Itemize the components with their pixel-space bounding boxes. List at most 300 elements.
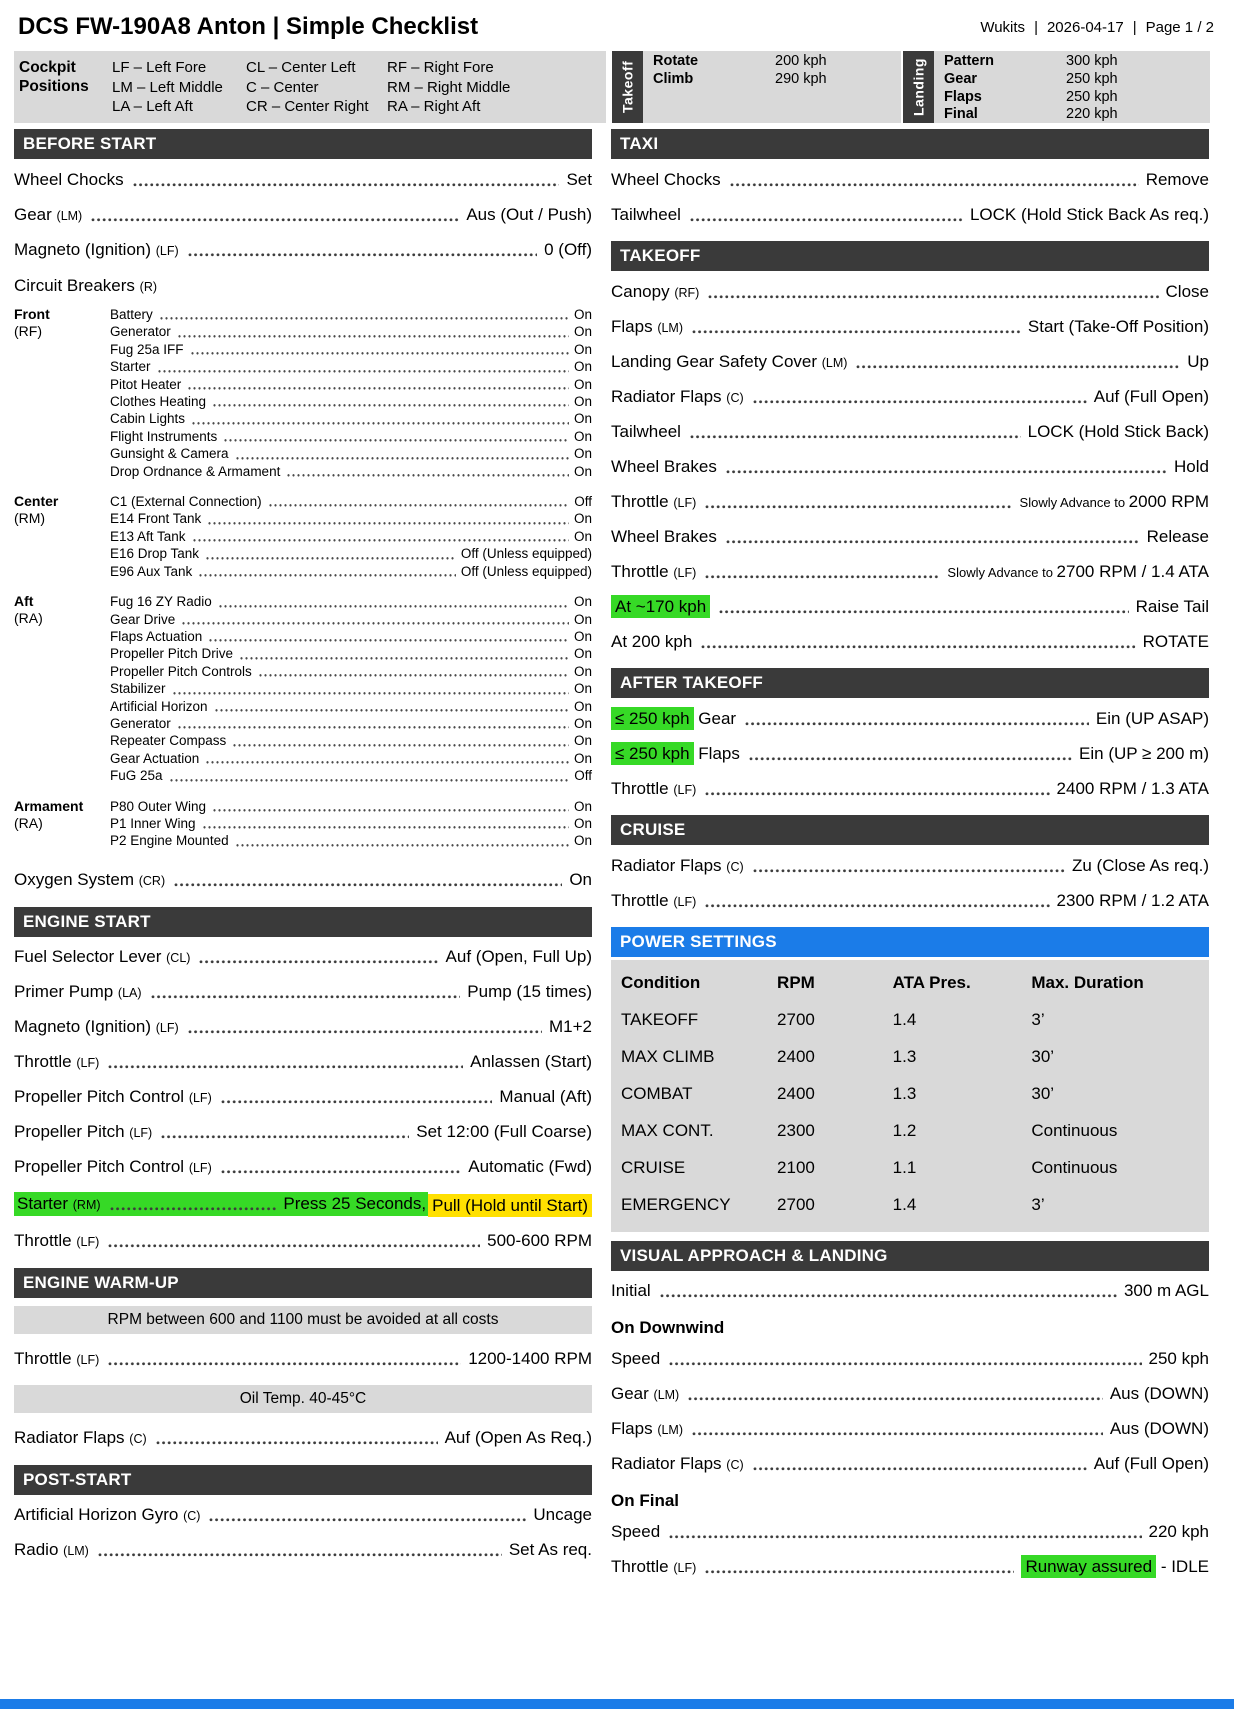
leader-dots <box>188 387 569 390</box>
group-item-label: C1 (External Connection) <box>110 494 262 510</box>
leader-dots <box>178 335 569 338</box>
group-item <box>110 358 592 375</box>
checklist-row <box>611 414 1209 449</box>
leader-dots <box>749 757 1072 761</box>
section-title: POWER SETTINGS <box>620 932 777 951</box>
row-value: Uncage <box>533 1505 592 1525</box>
leader-dots <box>173 692 569 695</box>
leader-dots <box>182 622 569 625</box>
leader-dots <box>209 639 569 642</box>
row-position-tag: (C) <box>183 1509 201 1524</box>
leader-dots <box>191 352 569 355</box>
leader-dots <box>669 1362 1141 1366</box>
table-cell: 2100 <box>777 1158 815 1177</box>
group-item-label: Drop Ordnance & Armament <box>110 463 281 479</box>
row-value-wrap <box>416 1122 592 1142</box>
group-item-value: On <box>573 446 592 462</box>
row-label: Speed <box>611 1349 661 1368</box>
table-row <box>621 1113 1199 1150</box>
row-label: Flaps <box>611 316 653 336</box>
group-item-label: Gear Actuation <box>110 750 200 766</box>
group-item-value: On <box>573 411 592 427</box>
leader-dots <box>236 844 569 847</box>
leader-dots <box>690 435 1021 439</box>
group-item-value: Off <box>574 494 592 510</box>
row-value-highlight: Runway assured <box>1021 1555 1156 1578</box>
row-label-wrap <box>17 1194 101 1214</box>
group-item <box>110 545 592 562</box>
group-item-label: E96 Aux Tank <box>110 563 193 579</box>
speed-label: Gear <box>944 70 978 87</box>
row-position-tag: (CR) <box>138 874 166 889</box>
row-label: Wheel Chocks <box>611 169 721 189</box>
legend-entry: LF – Left Fore <box>112 59 207 76</box>
row-label: Speed <box>611 1522 661 1541</box>
subheading: On Final <box>611 1490 679 1510</box>
row-position-tag: (C) <box>726 1458 744 1472</box>
row-label: Wheel Brakes <box>611 526 717 546</box>
group-item <box>110 680 592 697</box>
group-item <box>110 663 592 680</box>
group-item-label: Starter <box>110 359 151 375</box>
leader-dots <box>719 610 1128 614</box>
row-value: 2300 RPM / 1.2 ATA <box>1056 890 1209 910</box>
row-value: 220 kph <box>1148 1522 1209 1541</box>
footer-accent-bar <box>0 1699 1234 1709</box>
table-cell: 2700 <box>777 1010 815 1029</box>
group-item-label: Artificial Horizon <box>110 698 208 714</box>
table-cell: TAKEOFF <box>621 1010 699 1029</box>
checklist-row <box>14 940 592 975</box>
leader-dots <box>110 1207 277 1211</box>
leader-dots <box>705 792 1049 796</box>
row-label-wrap <box>611 282 699 302</box>
row-value-wrap <box>1136 597 1209 617</box>
legend-column <box>246 58 381 123</box>
leader-dots <box>206 557 456 560</box>
row-label-wrap <box>611 457 717 477</box>
group-item-label: Generator <box>110 324 171 340</box>
speed-row <box>653 53 901 71</box>
checklist-row <box>611 1412 1209 1447</box>
row-label-wrap <box>14 1157 212 1177</box>
row-position-tag: (LM) <box>657 1423 684 1437</box>
row-value: Ein (UP ASAP) <box>1095 708 1209 728</box>
speed-card-tab: Landing <box>903 51 934 123</box>
speed-row <box>944 106 1210 124</box>
row-label-wrap <box>611 527 717 547</box>
row-value-wrap <box>1028 317 1209 337</box>
leader-dots <box>660 1294 1117 1298</box>
group-side-position: (RA) <box>14 610 43 627</box>
table-cell: 2300 <box>777 1121 815 1140</box>
row-position-tag: (LM) <box>653 1388 680 1402</box>
section-title: BEFORE START <box>23 134 157 153</box>
row-mid-text: Press 25 Seconds, <box>283 1194 427 1214</box>
checklist-row <box>611 1550 1209 1585</box>
checklist-row <box>14 975 592 1010</box>
row-value: Automatic (Fwd) <box>468 1157 592 1177</box>
checklist-row <box>611 624 1209 659</box>
checklist-row <box>611 519 1209 554</box>
group-item-label: P80 Outer Wing <box>110 798 207 814</box>
row-label-wrap <box>14 1087 212 1107</box>
row-label-wrap <box>14 870 165 890</box>
row-label: Canopy <box>611 281 670 301</box>
page-meta <box>980 19 1214 36</box>
row-position-tag: (C) <box>726 390 744 405</box>
group-item-label: Fug 16 ZY Radio <box>110 594 212 610</box>
row-value: Close <box>1165 281 1209 301</box>
group-item-value: On <box>573 359 592 375</box>
row-position-tag: (LF) <box>76 1235 100 1250</box>
table-row <box>621 1002 1199 1039</box>
speed-row <box>653 71 901 89</box>
group-item-value: On <box>573 394 592 410</box>
table-cell: 1.2 <box>892 1121 917 1140</box>
speed-row <box>944 89 1210 107</box>
checklist-row <box>14 1150 592 1185</box>
row-value: Set <box>566 169 592 189</box>
group-item-value: On <box>573 463 592 479</box>
row-label: At ~170 kph <box>611 595 710 618</box>
row-label: Propeller Pitch Control <box>14 1087 185 1107</box>
group-item-value: Off <box>574 768 592 784</box>
group-item <box>110 341 592 358</box>
row-value-wrap <box>1057 891 1209 911</box>
top-reference-bar <box>14 51 1234 123</box>
breaker-group <box>14 593 592 784</box>
table-cell: MAX CLIMB <box>621 1047 715 1066</box>
group-item-value: On <box>573 715 592 731</box>
row-value-wrap <box>1149 1349 1210 1369</box>
group-item-value: On <box>573 528 592 544</box>
row-value: Raise Tail <box>1135 596 1209 616</box>
row-position-tag: (LF) <box>76 1056 100 1071</box>
group-item-label: Repeater Compass <box>110 733 227 749</box>
row-label: Throttle <box>611 491 669 511</box>
row-label-wrap <box>611 205 681 225</box>
leader-dots <box>259 674 569 677</box>
group-item-label: P2 Engine Mounted <box>110 833 229 849</box>
checklist-row <box>611 589 1209 624</box>
group-item <box>110 715 592 732</box>
group-items <box>110 306 592 480</box>
row-label: At 200 kph <box>611 631 693 651</box>
group-item-value: On <box>573 428 592 444</box>
row-value: Up <box>1187 351 1209 371</box>
left-column <box>14 129 592 1568</box>
row-value: Auf (Full Open) <box>1093 1454 1209 1473</box>
row-label: Radiator Flaps <box>14 1428 125 1448</box>
speed-label: Flaps <box>944 88 982 105</box>
leader-dots <box>133 183 560 187</box>
leader-dots <box>692 1432 1103 1436</box>
row-label: Oxygen System <box>14 870 134 890</box>
leader-dots <box>161 1135 409 1139</box>
group-item <box>110 463 592 480</box>
row-value: LOCK (Hold Stick Back) <box>1027 421 1209 441</box>
row-label: Throttle <box>611 1557 669 1576</box>
table-row <box>621 1076 1199 1113</box>
row-value-wrap <box>533 1505 592 1525</box>
row-value-wrap <box>446 947 592 967</box>
row-value-wrap <box>544 240 592 260</box>
leader-dots <box>203 826 569 829</box>
group-item <box>110 750 592 767</box>
legend-column <box>112 58 240 123</box>
group-item <box>110 732 592 749</box>
group-items <box>110 493 592 580</box>
meta-separator: | <box>1034 19 1038 36</box>
group-item <box>110 445 592 462</box>
row-value: M1+2 <box>549 1017 592 1037</box>
row-label: Wheel Chocks <box>14 169 124 189</box>
table-cell: 1.4 <box>892 1195 917 1214</box>
row-value: Auf (Open As Req.) <box>444 1428 592 1448</box>
row-value: Zu (Close As req.) <box>1072 855 1209 875</box>
leader-dots <box>269 504 570 507</box>
row-label-wrap <box>14 205 82 225</box>
row-label: Tailwheel <box>611 421 681 441</box>
checklist-row <box>611 344 1209 379</box>
group-item <box>110 815 592 832</box>
group-item <box>110 767 592 784</box>
breaker-group <box>14 306 592 480</box>
section-header <box>14 1465 592 1495</box>
row-label: Throttle <box>14 1052 72 1072</box>
row-value-wrap <box>468 1349 592 1369</box>
row-value-wrap <box>1110 1419 1209 1439</box>
row-value-wrap <box>1020 492 1209 512</box>
row-label-wrap <box>611 709 736 729</box>
row-label: Throttle <box>14 1349 72 1369</box>
row-value: ROTATE <box>1142 631 1209 651</box>
page-title: DCS FW-190A8 Anton | Simple Checklist <box>18 13 479 40</box>
row-highlight-group <box>14 1192 428 1216</box>
row-label: Starter <box>17 1194 69 1214</box>
row-value-wrap <box>428 1196 592 1216</box>
row-value-wrap <box>1096 709 1209 729</box>
checklist-row <box>611 379 1209 414</box>
speed-value: 250 kph <box>1066 88 1118 105</box>
leader-dots <box>215 709 569 712</box>
row-position-tag: (LA) <box>117 986 142 1001</box>
leader-dots <box>221 1100 493 1104</box>
row-position-tag: (LF) <box>188 1091 212 1106</box>
group-items <box>110 798 592 850</box>
row-position-tag: (RF) <box>674 285 700 300</box>
row-value: Remove <box>1145 169 1209 189</box>
table-header-cell: Condition <box>621 973 701 992</box>
group-item-label: Clothes Heating <box>110 394 207 410</box>
row-position-tag: (LF) <box>673 894 697 909</box>
row-value-wrap <box>445 1428 592 1448</box>
leader-dots <box>213 809 569 812</box>
row-value-wrap <box>1146 170 1209 190</box>
section-title: CRUISE <box>620 820 686 839</box>
checklist-row <box>14 1533 592 1568</box>
highlight-prefix: ≤ 250 kph <box>611 707 694 730</box>
checklist-row <box>611 1342 1209 1377</box>
row-value: Release <box>1146 526 1209 546</box>
legend-entry: RF – Right Fore <box>387 59 494 76</box>
speed-row <box>944 71 1210 89</box>
row-value: 1200-1400 RPM <box>468 1349 592 1369</box>
checklist-row <box>611 1515 1209 1550</box>
row-value: Aus (Out / Push) <box>466 204 592 224</box>
row-position-tag: (LM) <box>56 208 83 223</box>
checklist-row <box>611 1447 1209 1482</box>
row-value: Auf (Open, Full Up) <box>445 947 592 967</box>
checklist-row <box>611 1274 1209 1309</box>
row-label-wrap <box>14 240 179 260</box>
checklist-row <box>14 1342 592 1377</box>
row-label: Fuel Selector Lever <box>14 947 162 967</box>
row-position-tag: (CL) <box>166 951 191 966</box>
table-cell: COMBAT <box>621 1084 693 1103</box>
row-label-wrap <box>611 317 683 337</box>
row-label: Throttle <box>611 890 669 910</box>
speed-row <box>944 53 1210 71</box>
row-value-wrap <box>1149 1522 1210 1542</box>
legend-entry: LM – Left Middle <box>112 78 223 96</box>
group-item <box>110 323 592 340</box>
row-label-wrap <box>14 1122 152 1142</box>
speed-card-body <box>643 51 901 123</box>
row-label: Throttle <box>611 778 669 798</box>
group-item <box>110 376 592 393</box>
row-value: Aus (DOWN) <box>1109 1419 1209 1438</box>
checklist-row <box>611 848 1209 883</box>
table-cell: Continuous <box>1031 1121 1118 1140</box>
section-header <box>611 927 1209 957</box>
leader-dots <box>151 995 461 999</box>
row-label: Flaps <box>611 1419 653 1438</box>
leader-dots <box>240 657 569 660</box>
section-header <box>14 1268 592 1298</box>
row-value-wrap <box>566 170 592 190</box>
note-bar: Oil Temp. 40-45°C <box>14 1385 592 1413</box>
row-label-wrap <box>611 422 681 442</box>
row-label-wrap <box>14 1505 200 1525</box>
row-label: Magneto (Ignition) <box>14 239 152 259</box>
leader-dots <box>213 404 569 407</box>
group-side-position: (RA) <box>14 814 43 831</box>
row-position-tag: (RM) <box>72 1198 101 1213</box>
section-header <box>611 815 1209 845</box>
group-item-label: E14 Front Tank <box>110 511 202 527</box>
group-item-label: Fug 25a IFF <box>110 341 184 357</box>
group-item-label: Cabin Lights <box>110 411 186 427</box>
legend-entry: C – Center <box>246 78 319 96</box>
row-value-wrap <box>569 870 592 890</box>
row-value-wrap <box>1166 282 1209 302</box>
row-label: Throttle <box>611 561 669 581</box>
group-item-label: E16 Drop Tank <box>110 546 200 562</box>
group-side-label <box>14 493 110 580</box>
row-value: Pump (15 times) <box>467 982 592 1002</box>
row-label: Gear <box>698 708 737 728</box>
table-row <box>621 1150 1199 1187</box>
leader-dots <box>708 295 1158 299</box>
group-item-value: On <box>573 646 592 662</box>
table-cell: MAX CONT. <box>621 1121 714 1140</box>
group-item-value: On <box>573 750 592 766</box>
group-item <box>110 645 592 662</box>
leader-dots <box>193 539 569 542</box>
row-value-wrap <box>487 1231 592 1251</box>
group-item-value: On <box>573 324 592 340</box>
row-label: Initial <box>611 1281 651 1300</box>
row-value: 250 kph <box>1148 1349 1209 1368</box>
row-value: Manual (Aft) <box>499 1087 592 1107</box>
table-row <box>621 1039 1199 1076</box>
speed-value: 290 kph <box>775 70 827 87</box>
legend-entry: CR – Center Right <box>246 98 369 115</box>
table-cell: 30’ <box>1031 1047 1055 1066</box>
row-value-wrap <box>466 205 592 225</box>
leader-dots <box>690 218 963 222</box>
checklist-row <box>14 162 592 197</box>
group-item-label: Stabilizer <box>110 681 166 697</box>
group-side-position: (RF) <box>14 323 42 339</box>
table-cell: 1.4 <box>892 1010 917 1029</box>
group-item <box>110 510 592 527</box>
leader-dots <box>726 540 1140 544</box>
leader-dots <box>160 317 569 320</box>
group-side-name: Aft <box>14 593 34 610</box>
row-label: Tailwheel <box>611 204 681 224</box>
checklist-row <box>14 1115 592 1150</box>
group-item <box>110 832 592 849</box>
row-label-wrap <box>14 1052 99 1072</box>
row-label: Gear <box>611 1384 649 1403</box>
group-item-label: Battery <box>110 307 153 322</box>
group-item-label: Generator <box>110 715 171 731</box>
checklist-row <box>14 1498 592 1533</box>
group-item-value: On <box>573 815 592 831</box>
row-position-tag: (LF) <box>673 1561 697 1575</box>
row-value: 300 m AGL <box>1123 1281 1209 1300</box>
speed-value: 300 kph <box>1066 53 1118 69</box>
group-side-name: Armament <box>14 797 84 814</box>
group-side-name: Center <box>14 493 59 510</box>
group-item-label: Pitot Heater <box>110 376 182 392</box>
checklist-row <box>611 197 1209 232</box>
speed-reference-cards <box>612 51 1210 123</box>
legend-column <box>387 58 510 123</box>
checklist-row <box>14 267 592 299</box>
table-cell: 2400 <box>777 1047 815 1066</box>
section-header <box>14 907 592 937</box>
group-item-value: On <box>573 798 592 814</box>
leader-dots <box>208 522 569 525</box>
group-item-value: On <box>573 833 592 849</box>
section-title: TAXI <box>620 134 659 153</box>
row-label: Throttle <box>14 1231 72 1251</box>
group-item <box>110 306 592 323</box>
meta-page-number: Page 1 / 2 <box>1145 19 1214 36</box>
checklist-columns <box>14 129 1234 1585</box>
checklist-row <box>14 1421 592 1456</box>
leader-dots <box>174 883 562 887</box>
section-header <box>611 241 1209 271</box>
row-value-wrap <box>1124 1281 1209 1301</box>
row-value-wrap <box>467 982 592 1002</box>
row-label-wrap <box>611 1384 679 1404</box>
checklist-row <box>611 309 1209 344</box>
